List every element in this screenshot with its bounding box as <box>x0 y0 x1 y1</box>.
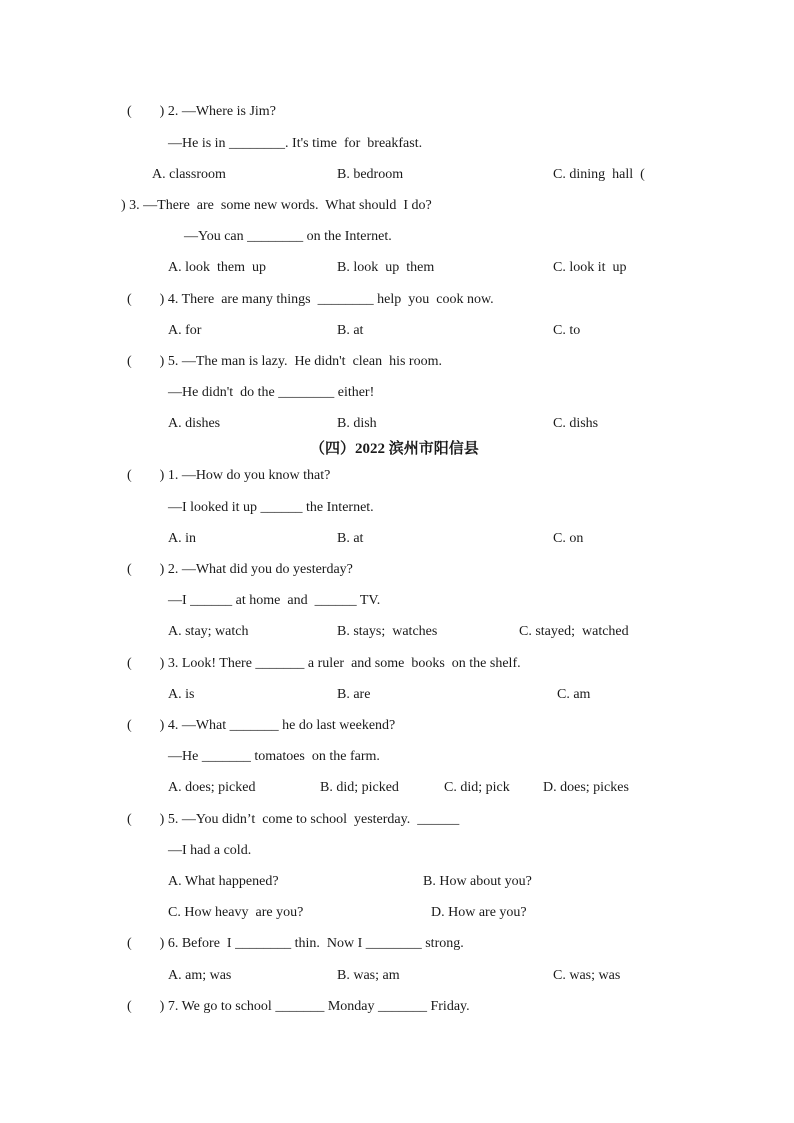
option: C. look it up <box>553 260 627 275</box>
option: B. are <box>337 687 371 702</box>
option: A. look them up <box>168 260 266 275</box>
question-stem: ( ) 2. —Where is Jim? <box>127 104 276 119</box>
option: D. does; pickes <box>543 780 629 795</box>
option: B. bedroom <box>337 167 404 182</box>
question-stem: ( ) 4. —What _______ he do last weekend? <box>127 718 396 733</box>
question-stem: ( ) 5. —The man is lazy. He didn't clean his room. <box>127 354 442 369</box>
question-reply: —He _______ tomatoes on the farm. <box>168 749 380 764</box>
option: C. did; pick <box>444 780 510 795</box>
option: D. How are you? <box>431 905 527 920</box>
option: A. is <box>168 687 195 702</box>
option: A. for <box>168 323 202 338</box>
question-reply: —He didn't do the ________ either! <box>168 385 375 400</box>
option: C. dishs <box>553 416 599 431</box>
question-reply: —He is in ________. It's time for breakfast. <box>168 136 423 151</box>
question-reply: —I looked it up ______ the Internet. <box>168 500 374 515</box>
option: B. at <box>337 323 364 338</box>
option: B. at <box>337 531 364 546</box>
option: A. stay; watch <box>168 624 249 639</box>
question-stem: ( ) 4. There are many things ________ help you cook now. <box>127 292 494 307</box>
option: B. How about you? <box>423 874 532 889</box>
question-stem: ( ) 1. —How do you know that? <box>127 468 331 483</box>
option: C. was; was <box>553 968 621 983</box>
question-stem: ( ) 7. We go to school _______ Monday _______ Friday. <box>127 999 470 1014</box>
question-stem: ( ) 6. Before I ________ thin. Now I ________ strong. <box>127 936 464 951</box>
section-heading: （四）2022 滨州市阳信县 <box>310 441 479 457</box>
question-stem: ) 3. —There are some new words. What should I do? <box>121 198 432 213</box>
option: A. What happened? <box>168 874 279 889</box>
option: C. stayed; watched <box>519 624 629 639</box>
option: B. stays; watches <box>337 624 438 639</box>
option: A. in <box>168 531 196 546</box>
question-reply: —I had a cold. <box>168 843 252 858</box>
option: C. on <box>553 531 584 546</box>
question-stem: ( ) 3. Look! There _______ a ruler and some books on the shelf. <box>127 656 521 671</box>
option: B. look up them <box>337 260 435 275</box>
option: C. am <box>557 687 591 702</box>
option: A. dishes <box>168 416 221 431</box>
question-reply: —You can ________ on the Internet. <box>184 229 392 244</box>
question-stem: ( ) 2. —What did you do yesterday? <box>127 562 353 577</box>
option: C. dining hall ( <box>553 167 645 182</box>
option: A. classroom <box>152 167 226 182</box>
option: C. How heavy are you? <box>168 905 304 920</box>
option: B. did; picked <box>320 780 399 795</box>
option: B. was; am <box>337 968 400 983</box>
question-reply: —I ______ at home and ______ TV. <box>168 593 381 608</box>
question-stem: ( ) 5. —You didn’t come to school yesterday. ______ <box>127 812 460 827</box>
option: A. am; was <box>168 968 232 983</box>
option: A. does; picked <box>168 780 256 795</box>
option: B. dish <box>337 416 377 431</box>
option: C. to <box>553 323 581 338</box>
